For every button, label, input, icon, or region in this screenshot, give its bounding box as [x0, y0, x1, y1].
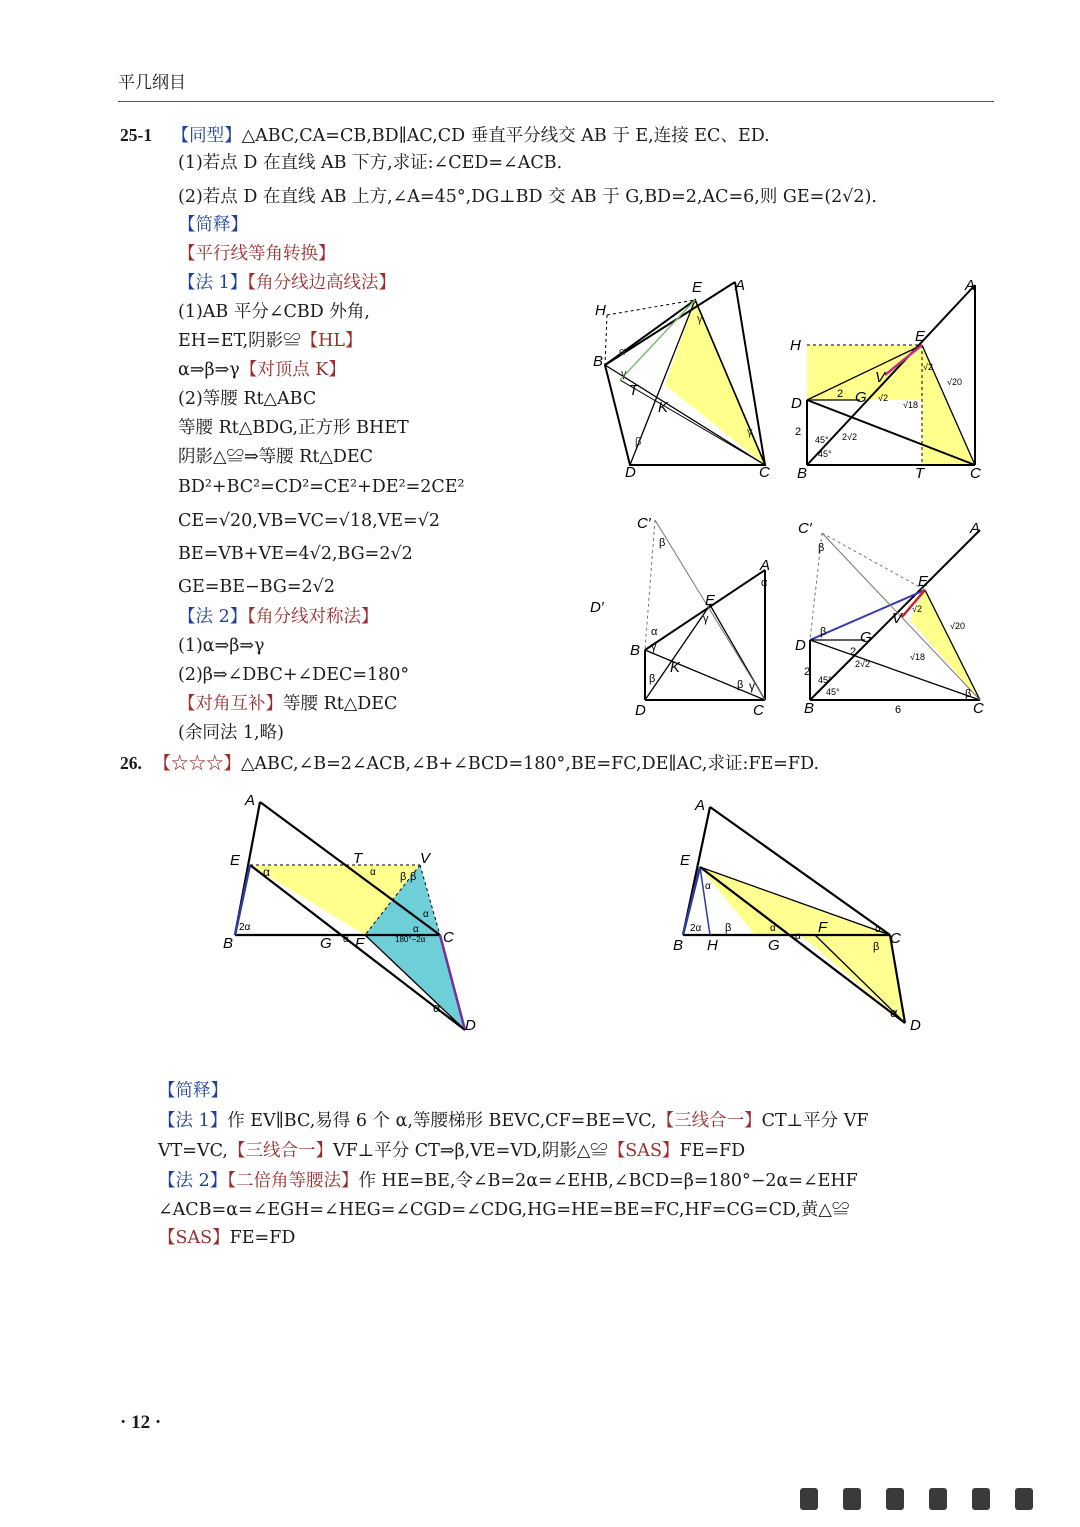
svg-text:T: T [353, 850, 363, 867]
statement-26-text: △ABC,∠B=2∠ACB,∠B+∠BCD=180°,BE=FC,DE∥AC,求证:FE=FD. [240, 754, 820, 774]
p26-m1-sas: 【SAS】 [607, 1141, 680, 1161]
svg-text:D′: D′ [590, 599, 604, 616]
part-2: (2)若点 D 在直线 AB 上方,∠A=45°,DG⊥BD 交 AB 于 G,BD=2,AC=6,则 GE=(2√2). [178, 187, 877, 207]
svg-text:V: V [420, 850, 431, 867]
svg-text:C′: C′ [637, 515, 651, 532]
svg-text:T: T [915, 465, 925, 482]
svg-text:β: β [873, 941, 880, 953]
svg-text:T: T [629, 382, 639, 399]
svg-text:B: B [673, 937, 684, 954]
svg-text:α: α [795, 931, 801, 942]
svg-text:E: E [918, 573, 929, 590]
p26-m2-a: 作 HE=BE,令∠B=2α=∠EHB,∠BCD=β=180°−2α=∠EHF [358, 1171, 858, 1191]
svg-text:6: 6 [895, 704, 902, 716]
svg-text:C: C [759, 464, 770, 481]
figure-26-a [215, 790, 490, 1045]
svg-text:B: B [804, 700, 815, 717]
page-number: · 12 · [120, 1412, 162, 1433]
svg-text:F: F [355, 935, 365, 952]
svg-text:α: α [423, 909, 429, 920]
svg-text:A: A [760, 557, 771, 574]
svg-text:2√2: 2√2 [842, 432, 857, 442]
m1-line-2-text: EH=ET,阴影≌ [178, 331, 301, 351]
svg-text:β: β [400, 871, 407, 883]
problem-26-statement [120, 752, 819, 775]
svg-text:K: K [658, 399, 669, 416]
p26-m1-a: 作 EV∥BC,易得 6 个 α,等腰梯形 BEVC,CF=BE=VC, [227, 1111, 657, 1131]
svg-text:H: H [790, 337, 801, 354]
svg-text:B: B [223, 935, 234, 952]
figure-25-1-a [585, 270, 785, 485]
brief-label-26: 【简释】 [158, 1081, 228, 1101]
p26-m2-line3 [158, 1227, 295, 1249]
m1-line-9: BE=VB+VE=4√2,BG=2√2 [178, 544, 413, 564]
method1-name: 【角分线边高线法】 [247, 273, 396, 293]
m1-line-7: BD²+BC²=CD²=CE²+DE²=2CE² [178, 477, 465, 497]
m2-line-1: (1)α⇒β⇒γ [178, 636, 265, 656]
svg-text:α: α [263, 865, 270, 879]
method1-tag: 【法 1】 [178, 273, 248, 293]
svg-text:β: β [659, 537, 666, 549]
svg-text:γ: γ [747, 426, 753, 438]
svg-text:α: α [433, 1000, 441, 1015]
m1-line-4: (2)等腰 Rt△ABC [178, 389, 317, 409]
m1-line-3-text: α⇒β⇒γ [178, 360, 240, 380]
svg-text:V: V [875, 369, 886, 386]
svg-text:G: G [320, 935, 332, 952]
p26-m1-line1 [158, 1110, 868, 1132]
svg-text:α: α [413, 924, 419, 935]
p26-m2-tag: 【法 2】 [158, 1171, 228, 1191]
svg-text:45°: 45° [826, 687, 840, 697]
figure-25-1-d [790, 515, 1000, 725]
svg-text:B: B [593, 353, 604, 370]
svg-text:2: 2 [804, 666, 811, 678]
svg-text:E: E [680, 852, 691, 869]
svg-text:D: D [635, 702, 646, 719]
svg-text:C: C [973, 700, 984, 717]
svg-text:B: B [630, 642, 641, 659]
brief-label: 【简释】 [178, 215, 248, 235]
svg-text:α: α [651, 626, 658, 638]
svg-text:√20: √20 [950, 621, 965, 631]
svg-text:α: α [875, 924, 881, 935]
problem-number: 25-1 [120, 125, 153, 145]
difficulty-stars: 【☆☆☆】 [153, 754, 241, 774]
svg-text:E: E [692, 279, 703, 296]
p26-m1-e: FE=FD [679, 1141, 746, 1161]
m2-line-3 [178, 693, 397, 715]
parallel-label: 【平行线等角转换】 [178, 244, 336, 264]
svg-text:E: E [705, 592, 716, 609]
viewer-icon-5[interactable] [972, 1488, 990, 1510]
viewer-icon-6[interactable] [1015, 1488, 1033, 1510]
svg-text:G: G [768, 937, 780, 954]
p26-m1-b: CT⊥平分 VF [761, 1111, 869, 1131]
svg-text:√2: √2 [912, 604, 922, 614]
svg-text:β: β [818, 542, 825, 554]
svg-text:A: A [735, 277, 746, 294]
p26-m2-c: FE=FD [229, 1228, 296, 1248]
statement-text: △ABC,CA=CB,BD∥AC,CD 垂直平分线交 AB 于 E,连接 EC、ED. [241, 126, 770, 146]
svg-text:β: β [737, 679, 744, 691]
figure-25-1-b [785, 275, 1000, 485]
m1-line-1: (1)AB 平分∠CBD 外角, [178, 302, 370, 322]
label-H: H [595, 302, 606, 319]
svg-text:45°: 45° [815, 435, 829, 445]
tag-same-type: 【同型】 [171, 126, 242, 146]
m1-line-6: 阴影△≌⇒等腰 Rt△DEC [178, 447, 374, 467]
svg-text:F: F [818, 919, 828, 936]
svg-text:B: B [797, 465, 808, 482]
svg-text:D: D [625, 464, 636, 481]
p26-m1-c: VT=VC, [158, 1141, 228, 1161]
svg-text:α: α [619, 346, 626, 358]
m1-line-2 [178, 330, 363, 352]
svg-text:α: α [761, 577, 768, 589]
viewer-icon-1[interactable] [800, 1488, 818, 1510]
p26-m2-line1 [158, 1170, 858, 1192]
header-rule [118, 101, 994, 102]
rest-note: (余同法 1,略) [178, 723, 284, 743]
svg-text:γ: γ [703, 613, 709, 625]
svg-text:D: D [791, 395, 802, 412]
m1-line-8: CE=√20,VB=VC=√18,VE=√2 [178, 511, 441, 531]
svg-text:C: C [970, 465, 981, 482]
svg-text:β: β [649, 673, 656, 685]
svg-text:45°: 45° [818, 449, 832, 459]
svg-text:β: β [410, 871, 417, 883]
svg-text:β: β [635, 436, 642, 448]
svg-text:G: G [860, 629, 872, 646]
figure-26-b [665, 795, 940, 1045]
svg-text:√18: √18 [903, 400, 918, 410]
hl-tag: 【HL】 [300, 331, 363, 351]
svg-text:A: A [695, 797, 706, 814]
p26-m2-sas: 【SAS】 [158, 1228, 230, 1248]
vertical-angle-tag: 【对顶点 K】 [239, 360, 346, 380]
svg-text:γ: γ [697, 313, 703, 325]
m2-line-2: (2)β⇒∠DBC+∠DEC=180° [178, 665, 410, 685]
svg-text:α: α [770, 923, 776, 934]
running-header: 平几纲目 [118, 73, 186, 93]
m1-line-5: 等腰 Rt△BDG,正方形 BHET [178, 418, 409, 438]
svg-text:2α: 2α [690, 923, 702, 934]
svg-text:H: H [707, 937, 718, 954]
p26-m1-tag3: 【三线合一】 [227, 1141, 333, 1161]
svg-text:α: α [343, 934, 349, 945]
svg-text:C: C [890, 930, 901, 947]
svg-text:D: D [465, 1017, 476, 1034]
svg-text:G: G [855, 389, 867, 406]
method2-tag: 【法 2】 [178, 607, 248, 627]
svg-text:γ: γ [749, 679, 755, 693]
svg-text:β: β [820, 626, 827, 638]
svg-text:180°−2α: 180°−2α [395, 935, 426, 944]
svg-text:β: β [725, 922, 732, 934]
viewer-icon-2[interactable] [843, 1488, 861, 1510]
svg-text:C: C [443, 929, 454, 946]
svg-text:α: α [370, 867, 376, 878]
svg-text:E: E [230, 852, 241, 869]
viewer-icon-4[interactable] [929, 1488, 947, 1510]
method2-name: 【角分线对称法】 [247, 607, 379, 627]
svg-text:E: E [915, 328, 926, 345]
m1-line-10: GE=BE−BG=2√2 [178, 577, 335, 597]
supplementary-tag: 【对角互补】 [178, 694, 283, 714]
viewer-icon-3[interactable] [886, 1488, 904, 1510]
svg-text:2: 2 [795, 426, 802, 438]
svg-text:A: A [970, 520, 981, 537]
svg-text:V: V [892, 610, 903, 627]
svg-text:α: α [705, 881, 711, 892]
svg-text:√20: √20 [947, 377, 962, 387]
part-1: (1)若点 D 在直线 AB 下方,求证:∠CED=∠ACB. [178, 153, 563, 173]
svg-text:√2: √2 [878, 393, 888, 403]
p26-m1-d: VF⊥平分 CT⇒β,VE=VD,阴影△≌ [332, 1141, 608, 1161]
svg-text:2: 2 [850, 646, 857, 658]
m1-line-3 [178, 359, 346, 381]
svg-text:D: D [795, 637, 806, 654]
method2-heading [178, 606, 378, 628]
supp-rest: 等腰 Rt△DEC [283, 694, 398, 714]
p26-m1-line2 [158, 1140, 745, 1162]
svg-text:D: D [910, 1017, 921, 1034]
svg-text:C: C [753, 702, 764, 719]
svg-text:2: 2 [837, 388, 844, 400]
p26-m1-tag2: 【三线合一】 [656, 1111, 762, 1131]
svg-text:√18: √18 [910, 652, 925, 662]
svg-text:2√2: 2√2 [855, 659, 870, 669]
svg-text:γ: γ [621, 368, 627, 380]
problem-number-26: 26. [120, 753, 142, 773]
svg-text:45°: 45° [818, 675, 832, 685]
svg-text:A: A [965, 277, 976, 294]
svg-text:2α: 2α [239, 922, 251, 933]
svg-text:γ: γ [651, 641, 657, 653]
p26-m2-name: 【二倍角等腰法】 [227, 1171, 359, 1191]
svg-text:β: β [965, 688, 972, 700]
svg-text:K: K [670, 659, 681, 676]
figure-25-1-c [585, 510, 785, 720]
svg-text:C′: C′ [798, 520, 812, 537]
svg-text:α: α [890, 1005, 898, 1020]
p26-m2-line2: ∠ACB=α=∠EGH=∠HEG=∠CGD=∠CDG,HG=HE=BE=FC,HF=CG=CD,黄△≌ [158, 1200, 850, 1220]
method1-heading [178, 272, 396, 294]
svg-text:√2: √2 [923, 362, 933, 372]
problem-25-1-statement [120, 124, 770, 147]
svg-text:A: A [245, 792, 256, 809]
p26-m1-tag: 【法 1】 [158, 1111, 228, 1131]
